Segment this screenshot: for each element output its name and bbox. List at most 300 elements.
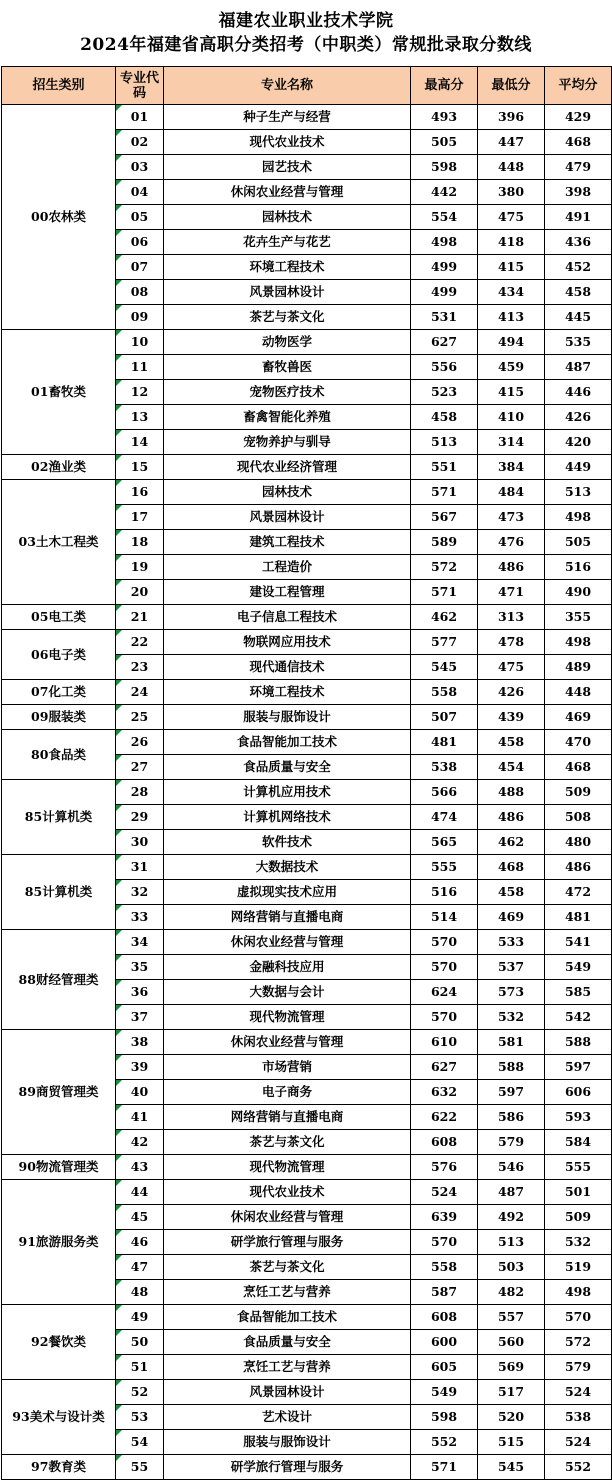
avg-score-cell: 420 xyxy=(545,430,612,455)
major-code-cell: 08 xyxy=(116,280,164,305)
major-name-cell: 休闲农业经营与管理 xyxy=(164,1205,411,1230)
major-name-cell: 网络营销与直播电商 xyxy=(164,905,411,930)
avg-score-cell: 498 xyxy=(545,505,612,530)
max-score-cell: 598 xyxy=(411,1405,478,1430)
max-score-cell: 572 xyxy=(411,555,478,580)
category-cell: 09服装类 xyxy=(2,705,116,730)
min-score-cell: 573 xyxy=(478,980,545,1005)
max-score-cell: 458 xyxy=(411,405,478,430)
table-row xyxy=(2,1155,612,1180)
max-score-cell: 531 xyxy=(411,305,478,330)
category-cell: 85计算机类 xyxy=(2,855,116,930)
max-score-cell: 552 xyxy=(411,1430,478,1455)
header-code-text: 专业代码 xyxy=(119,70,159,101)
table-row xyxy=(2,1455,612,1480)
major-name-cell: 大数据与会计 xyxy=(164,980,411,1005)
min-score-cell: 469 xyxy=(478,905,545,930)
max-score-cell: 524 xyxy=(411,1180,478,1205)
major-code-cell: 03 xyxy=(116,155,164,180)
major-name-cell: 网络营销与直播电商 xyxy=(164,1105,411,1130)
avg-score-cell: 469 xyxy=(545,705,612,730)
max-score-cell: 627 xyxy=(411,1055,478,1080)
table-row xyxy=(2,1030,612,1055)
major-code-cell: 55 xyxy=(116,1455,164,1480)
min-score-cell: 581 xyxy=(478,1030,545,1055)
max-score-cell: 598 xyxy=(411,155,478,180)
category-cell: 07化工类 xyxy=(2,680,116,705)
major-name-cell: 艺术设计 xyxy=(164,1405,411,1430)
major-code-cell: 45 xyxy=(116,1205,164,1230)
avg-score-cell: 487 xyxy=(545,355,612,380)
max-score-cell: 570 xyxy=(411,955,478,980)
max-score-cell: 566 xyxy=(411,780,478,805)
title-line-1: 福建农业职业技术学院 xyxy=(218,11,394,31)
avg-score-cell: 509 xyxy=(545,780,612,805)
major-code-cell: 43 xyxy=(116,1155,164,1180)
category-cell: 80食品类 xyxy=(2,730,116,780)
header-max-score: 最高分 xyxy=(411,67,478,105)
table-row xyxy=(2,455,612,480)
major-code-cell: 50 xyxy=(116,1330,164,1355)
major-code-cell: 33 xyxy=(116,905,164,930)
avg-score-cell: 542 xyxy=(545,1005,612,1030)
avg-score-cell: 458 xyxy=(545,280,612,305)
max-score-cell: 570 xyxy=(411,1005,478,1030)
category-cell: 89商贸管理类 xyxy=(2,1030,116,1155)
major-name-cell: 计算机应用技术 xyxy=(164,780,411,805)
min-score-cell: 475 xyxy=(478,205,545,230)
max-score-cell: 462 xyxy=(411,605,478,630)
major-code-cell: 22 xyxy=(116,630,164,655)
major-name-cell: 市场营销 xyxy=(164,1055,411,1080)
max-score-cell: 577 xyxy=(411,630,478,655)
avg-score-cell: 481 xyxy=(545,905,612,930)
avg-score-cell: 490 xyxy=(545,580,612,605)
max-score-cell: 556 xyxy=(411,355,478,380)
min-score-cell: 458 xyxy=(478,730,545,755)
avg-score-cell: 445 xyxy=(545,305,612,330)
table-row xyxy=(2,605,612,630)
avg-score-cell: 552 xyxy=(545,1455,612,1480)
min-score-cell: 415 xyxy=(478,255,545,280)
header-min-score: 最低分 xyxy=(478,67,545,105)
max-score-cell: 442 xyxy=(411,180,478,205)
major-name-cell: 现代物流管理 xyxy=(164,1155,411,1180)
major-name-cell: 研学旅行管理与服务 xyxy=(164,1230,411,1255)
min-score-cell: 515 xyxy=(478,1430,545,1455)
max-score-cell: 571 xyxy=(411,1455,478,1480)
major-name-cell: 风景园林设计 xyxy=(164,280,411,305)
table-header-row xyxy=(2,67,612,105)
min-score-cell: 533 xyxy=(478,930,545,955)
table-body xyxy=(2,105,612,1480)
major-name-cell: 建筑工程技术 xyxy=(164,530,411,555)
avg-score-cell: 532 xyxy=(545,1230,612,1255)
max-score-cell: 565 xyxy=(411,830,478,855)
major-name-cell: 畜禽智能化养殖 xyxy=(164,405,411,430)
min-score-cell: 494 xyxy=(478,330,545,355)
major-code-cell: 30 xyxy=(116,830,164,855)
max-score-cell: 639 xyxy=(411,1205,478,1230)
major-code-cell: 15 xyxy=(116,455,164,480)
avg-score-cell: 498 xyxy=(545,1280,612,1305)
max-score-cell: 514 xyxy=(411,905,478,930)
category-cell: 02渔业类 xyxy=(2,455,116,480)
min-score-cell: 503 xyxy=(478,1255,545,1280)
max-score-cell: 600 xyxy=(411,1330,478,1355)
min-score-cell: 487 xyxy=(478,1180,545,1205)
min-score-cell: 380 xyxy=(478,180,545,205)
major-name-cell: 现代农业经济管理 xyxy=(164,455,411,480)
avg-score-cell: 524 xyxy=(545,1380,612,1405)
max-score-cell: 558 xyxy=(411,680,478,705)
min-score-cell: 546 xyxy=(478,1155,545,1180)
avg-score-cell: 486 xyxy=(545,855,612,880)
avg-score-cell: 519 xyxy=(545,1255,612,1280)
max-score-cell: 551 xyxy=(411,455,478,480)
major-code-cell: 02 xyxy=(116,130,164,155)
major-name-cell: 工程造价 xyxy=(164,555,411,580)
avg-score-cell: 426 xyxy=(545,405,612,430)
category-cell: 03土木工程类 xyxy=(2,480,116,605)
major-code-cell: 48 xyxy=(116,1280,164,1305)
max-score-cell: 498 xyxy=(411,230,478,255)
max-score-cell: 545 xyxy=(411,655,478,680)
category-cell: 92餐饮类 xyxy=(2,1305,116,1380)
avg-score-cell: 509 xyxy=(545,1205,612,1230)
major-name-cell: 环境工程技术 xyxy=(164,680,411,705)
major-code-cell: 12 xyxy=(116,380,164,405)
major-name-cell: 畜牧兽医 xyxy=(164,355,411,380)
major-code-cell: 53 xyxy=(116,1405,164,1430)
major-code-cell: 42 xyxy=(116,1130,164,1155)
min-score-cell: 488 xyxy=(478,780,545,805)
avg-score-cell: 448 xyxy=(545,680,612,705)
category-cell: 88财经管理类 xyxy=(2,930,116,1030)
min-score-cell: 410 xyxy=(478,405,545,430)
max-score-cell: 570 xyxy=(411,1230,478,1255)
avg-score-cell: 541 xyxy=(545,930,612,955)
max-score-cell: 499 xyxy=(411,280,478,305)
table-row xyxy=(2,330,612,355)
major-name-cell: 环境工程技术 xyxy=(164,255,411,280)
major-code-cell: 11 xyxy=(116,355,164,380)
avg-score-cell: 535 xyxy=(545,330,612,355)
major-code-cell: 23 xyxy=(116,655,164,680)
major-name-cell: 休闲农业经营与管理 xyxy=(164,1030,411,1055)
avg-score-cell: 549 xyxy=(545,955,612,980)
min-score-cell: 597 xyxy=(478,1080,545,1105)
major-code-cell: 20 xyxy=(116,580,164,605)
min-score-cell: 313 xyxy=(478,605,545,630)
table-row xyxy=(2,480,612,505)
avg-score-cell: 468 xyxy=(545,130,612,155)
table-row xyxy=(2,1305,612,1330)
avg-score-cell: 505 xyxy=(545,530,612,555)
min-score-cell: 569 xyxy=(478,1355,545,1380)
min-score-cell: 447 xyxy=(478,130,545,155)
max-score-cell: 549 xyxy=(411,1380,478,1405)
min-score-cell: 448 xyxy=(478,155,545,180)
major-code-cell: 01 xyxy=(116,105,164,130)
avg-score-cell: 572 xyxy=(545,1330,612,1355)
avg-score-cell: 516 xyxy=(545,555,612,580)
min-score-cell: 475 xyxy=(478,655,545,680)
category-cell: 06电子类 xyxy=(2,630,116,680)
avg-score-cell: 468 xyxy=(545,755,612,780)
major-code-cell: 14 xyxy=(116,430,164,455)
min-score-cell: 484 xyxy=(478,480,545,505)
major-code-cell: 51 xyxy=(116,1355,164,1380)
major-code-cell: 28 xyxy=(116,780,164,805)
major-name-cell: 大数据技术 xyxy=(164,855,411,880)
major-name-cell: 金融科技应用 xyxy=(164,955,411,980)
major-code-cell: 54 xyxy=(116,1430,164,1455)
major-code-cell: 29 xyxy=(116,805,164,830)
major-code-cell: 17 xyxy=(116,505,164,530)
table-row xyxy=(2,105,612,130)
major-code-cell: 36 xyxy=(116,980,164,1005)
max-score-cell: 538 xyxy=(411,755,478,780)
category-cell: 91旅游服务类 xyxy=(2,1180,116,1305)
min-score-cell: 459 xyxy=(478,355,545,380)
max-score-cell: 627 xyxy=(411,330,478,355)
major-code-cell: 18 xyxy=(116,530,164,555)
max-score-cell: 571 xyxy=(411,580,478,605)
min-score-cell: 482 xyxy=(478,1280,545,1305)
min-score-cell: 545 xyxy=(478,1455,545,1480)
header-code xyxy=(116,67,164,105)
avg-score-cell: 472 xyxy=(545,880,612,905)
avg-score-cell: 570 xyxy=(545,1305,612,1330)
max-score-cell: 587 xyxy=(411,1280,478,1305)
category-cell: 05电工类 xyxy=(2,605,116,630)
category-cell: 00农林类 xyxy=(2,105,116,330)
major-name-cell: 现代物流管理 xyxy=(164,1005,411,1030)
major-name-cell: 计算机网络技术 xyxy=(164,805,411,830)
table-row xyxy=(2,730,612,755)
major-name-cell: 茶艺与茶文化 xyxy=(164,305,411,330)
max-score-cell: 567 xyxy=(411,505,478,530)
avg-score-cell: 429 xyxy=(545,105,612,130)
max-score-cell: 632 xyxy=(411,1080,478,1105)
avg-score-cell: 470 xyxy=(545,730,612,755)
max-score-cell: 499 xyxy=(411,255,478,280)
min-score-cell: 579 xyxy=(478,1130,545,1155)
major-code-cell: 32 xyxy=(116,880,164,905)
max-score-cell: 493 xyxy=(411,105,478,130)
min-score-cell: 434 xyxy=(478,280,545,305)
max-score-cell: 555 xyxy=(411,855,478,880)
table-row xyxy=(2,630,612,655)
major-code-cell: 19 xyxy=(116,555,164,580)
table-row xyxy=(2,705,612,730)
major-code-cell: 39 xyxy=(116,1055,164,1080)
max-score-cell: 516 xyxy=(411,880,478,905)
major-code-cell: 46 xyxy=(116,1230,164,1255)
min-score-cell: 473 xyxy=(478,505,545,530)
min-score-cell: 439 xyxy=(478,705,545,730)
avg-score-cell: 597 xyxy=(545,1055,612,1080)
avg-score-cell: 585 xyxy=(545,980,612,1005)
major-name-cell: 服装与服饰设计 xyxy=(164,1430,411,1455)
min-score-cell: 492 xyxy=(478,1205,545,1230)
max-score-cell: 576 xyxy=(411,1155,478,1180)
avg-score-cell: 555 xyxy=(545,1155,612,1180)
major-code-cell: 47 xyxy=(116,1255,164,1280)
avg-score-cell: 479 xyxy=(545,155,612,180)
min-score-cell: 314 xyxy=(478,430,545,455)
min-score-cell: 471 xyxy=(478,580,545,605)
major-name-cell: 建设工程管理 xyxy=(164,580,411,605)
max-score-cell: 554 xyxy=(411,205,478,230)
major-code-cell: 35 xyxy=(116,955,164,980)
min-score-cell: 476 xyxy=(478,530,545,555)
avg-score-cell: 579 xyxy=(545,1355,612,1380)
min-score-cell: 468 xyxy=(478,855,545,880)
major-code-cell: 21 xyxy=(116,605,164,630)
major-code-cell: 44 xyxy=(116,1180,164,1205)
min-score-cell: 415 xyxy=(478,380,545,405)
max-score-cell: 608 xyxy=(411,1130,478,1155)
avg-score-cell: 446 xyxy=(545,380,612,405)
min-score-cell: 486 xyxy=(478,555,545,580)
header-major-name: 专业名称 xyxy=(164,67,411,105)
major-name-cell: 宠物医疗技术 xyxy=(164,380,411,405)
major-name-cell: 烹饪工艺与营养 xyxy=(164,1280,411,1305)
title-line-2: 2024年福建省高职分类招考（中职类）常规批录取分数线 xyxy=(80,35,532,55)
table-row xyxy=(2,1380,612,1405)
min-score-cell: 478 xyxy=(478,630,545,655)
major-name-cell: 物联网应用技术 xyxy=(164,630,411,655)
major-code-cell: 25 xyxy=(116,705,164,730)
header-category: 招生类别 xyxy=(2,67,116,105)
admission-score-table xyxy=(1,66,612,1480)
min-score-cell: 532 xyxy=(478,1005,545,1030)
max-score-cell: 571 xyxy=(411,480,478,505)
major-code-cell: 37 xyxy=(116,1005,164,1030)
major-name-cell: 电子商务 xyxy=(164,1080,411,1105)
major-code-cell: 34 xyxy=(116,930,164,955)
header-avg-score: 平均分 xyxy=(545,67,612,105)
table-row xyxy=(2,780,612,805)
avg-score-cell: 398 xyxy=(545,180,612,205)
major-name-cell: 现代农业技术 xyxy=(164,1180,411,1205)
major-code-cell: 07 xyxy=(116,255,164,280)
min-score-cell: 396 xyxy=(478,105,545,130)
max-score-cell: 605 xyxy=(411,1355,478,1380)
min-score-cell: 384 xyxy=(478,455,545,480)
table-row xyxy=(2,1180,612,1205)
min-score-cell: 586 xyxy=(478,1105,545,1130)
major-code-cell: 27 xyxy=(116,755,164,780)
table-row xyxy=(2,855,612,880)
major-name-cell: 服装与服饰设计 xyxy=(164,705,411,730)
major-name-cell: 园艺技术 xyxy=(164,155,411,180)
max-score-cell: 523 xyxy=(411,380,478,405)
avg-score-cell: 606 xyxy=(545,1080,612,1105)
major-code-cell: 13 xyxy=(116,405,164,430)
major-code-cell: 26 xyxy=(116,730,164,755)
min-score-cell: 418 xyxy=(478,230,545,255)
major-name-cell: 食品智能加工技术 xyxy=(164,730,411,755)
avg-score-cell: 355 xyxy=(545,605,612,630)
avg-score-cell: 508 xyxy=(545,805,612,830)
category-cell: 93美术与设计类 xyxy=(2,1380,116,1455)
major-name-cell: 茶艺与茶文化 xyxy=(164,1255,411,1280)
avg-score-cell: 452 xyxy=(545,255,612,280)
major-name-cell: 虚拟现实技术应用 xyxy=(164,880,411,905)
major-code-cell: 49 xyxy=(116,1305,164,1330)
major-code-cell: 05 xyxy=(116,205,164,230)
major-code-cell: 38 xyxy=(116,1030,164,1055)
major-name-cell: 园林技术 xyxy=(164,480,411,505)
major-code-cell: 06 xyxy=(116,230,164,255)
major-name-cell: 休闲农业经营与管理 xyxy=(164,180,411,205)
major-name-cell: 种子生产与经营 xyxy=(164,105,411,130)
category-cell: 97教育类 xyxy=(2,1455,116,1480)
min-score-cell: 517 xyxy=(478,1380,545,1405)
max-score-cell: 624 xyxy=(411,980,478,1005)
major-name-cell: 软件技术 xyxy=(164,830,411,855)
min-score-cell: 513 xyxy=(478,1230,545,1255)
avg-score-cell: 501 xyxy=(545,1180,612,1205)
avg-score-cell: 436 xyxy=(545,230,612,255)
category-cell: 85计算机类 xyxy=(2,780,116,855)
min-score-cell: 520 xyxy=(478,1405,545,1430)
major-name-cell: 茶艺与茶文化 xyxy=(164,1130,411,1155)
major-name-cell: 风景园林设计 xyxy=(164,1380,411,1405)
min-score-cell: 458 xyxy=(478,880,545,905)
major-code-cell: 31 xyxy=(116,855,164,880)
max-score-cell: 558 xyxy=(411,1255,478,1280)
min-score-cell: 426 xyxy=(478,680,545,705)
max-score-cell: 481 xyxy=(411,730,478,755)
max-score-cell: 513 xyxy=(411,430,478,455)
max-score-cell: 622 xyxy=(411,1105,478,1130)
avg-score-cell: 524 xyxy=(545,1430,612,1455)
max-score-cell: 608 xyxy=(411,1305,478,1330)
category-cell: 01畜牧类 xyxy=(2,330,116,455)
major-name-cell: 休闲农业经营与管理 xyxy=(164,930,411,955)
min-score-cell: 537 xyxy=(478,955,545,980)
major-name-cell: 动物医学 xyxy=(164,330,411,355)
avg-score-cell: 513 xyxy=(545,480,612,505)
min-score-cell: 413 xyxy=(478,305,545,330)
avg-score-cell: 449 xyxy=(545,455,612,480)
major-name-cell: 电子信息工程技术 xyxy=(164,605,411,630)
major-name-cell: 食品质量与安全 xyxy=(164,1330,411,1355)
major-code-cell: 40 xyxy=(116,1080,164,1105)
min-score-cell: 588 xyxy=(478,1055,545,1080)
major-name-cell: 研学旅行管理与服务 xyxy=(164,1455,411,1480)
major-name-cell: 烹饪工艺与营养 xyxy=(164,1355,411,1380)
max-score-cell: 570 xyxy=(411,930,478,955)
max-score-cell: 589 xyxy=(411,530,478,555)
avg-score-cell: 480 xyxy=(545,830,612,855)
avg-score-cell: 593 xyxy=(545,1105,612,1130)
major-code-cell: 10 xyxy=(116,330,164,355)
document-title xyxy=(0,0,612,66)
table-row xyxy=(2,930,612,955)
min-score-cell: 557 xyxy=(478,1305,545,1330)
table-row xyxy=(2,680,612,705)
major-name-cell: 食品质量与安全 xyxy=(164,755,411,780)
category-cell: 90物流管理类 xyxy=(2,1155,116,1180)
min-score-cell: 560 xyxy=(478,1330,545,1355)
min-score-cell: 462 xyxy=(478,830,545,855)
major-name-cell: 现代通信技术 xyxy=(164,655,411,680)
